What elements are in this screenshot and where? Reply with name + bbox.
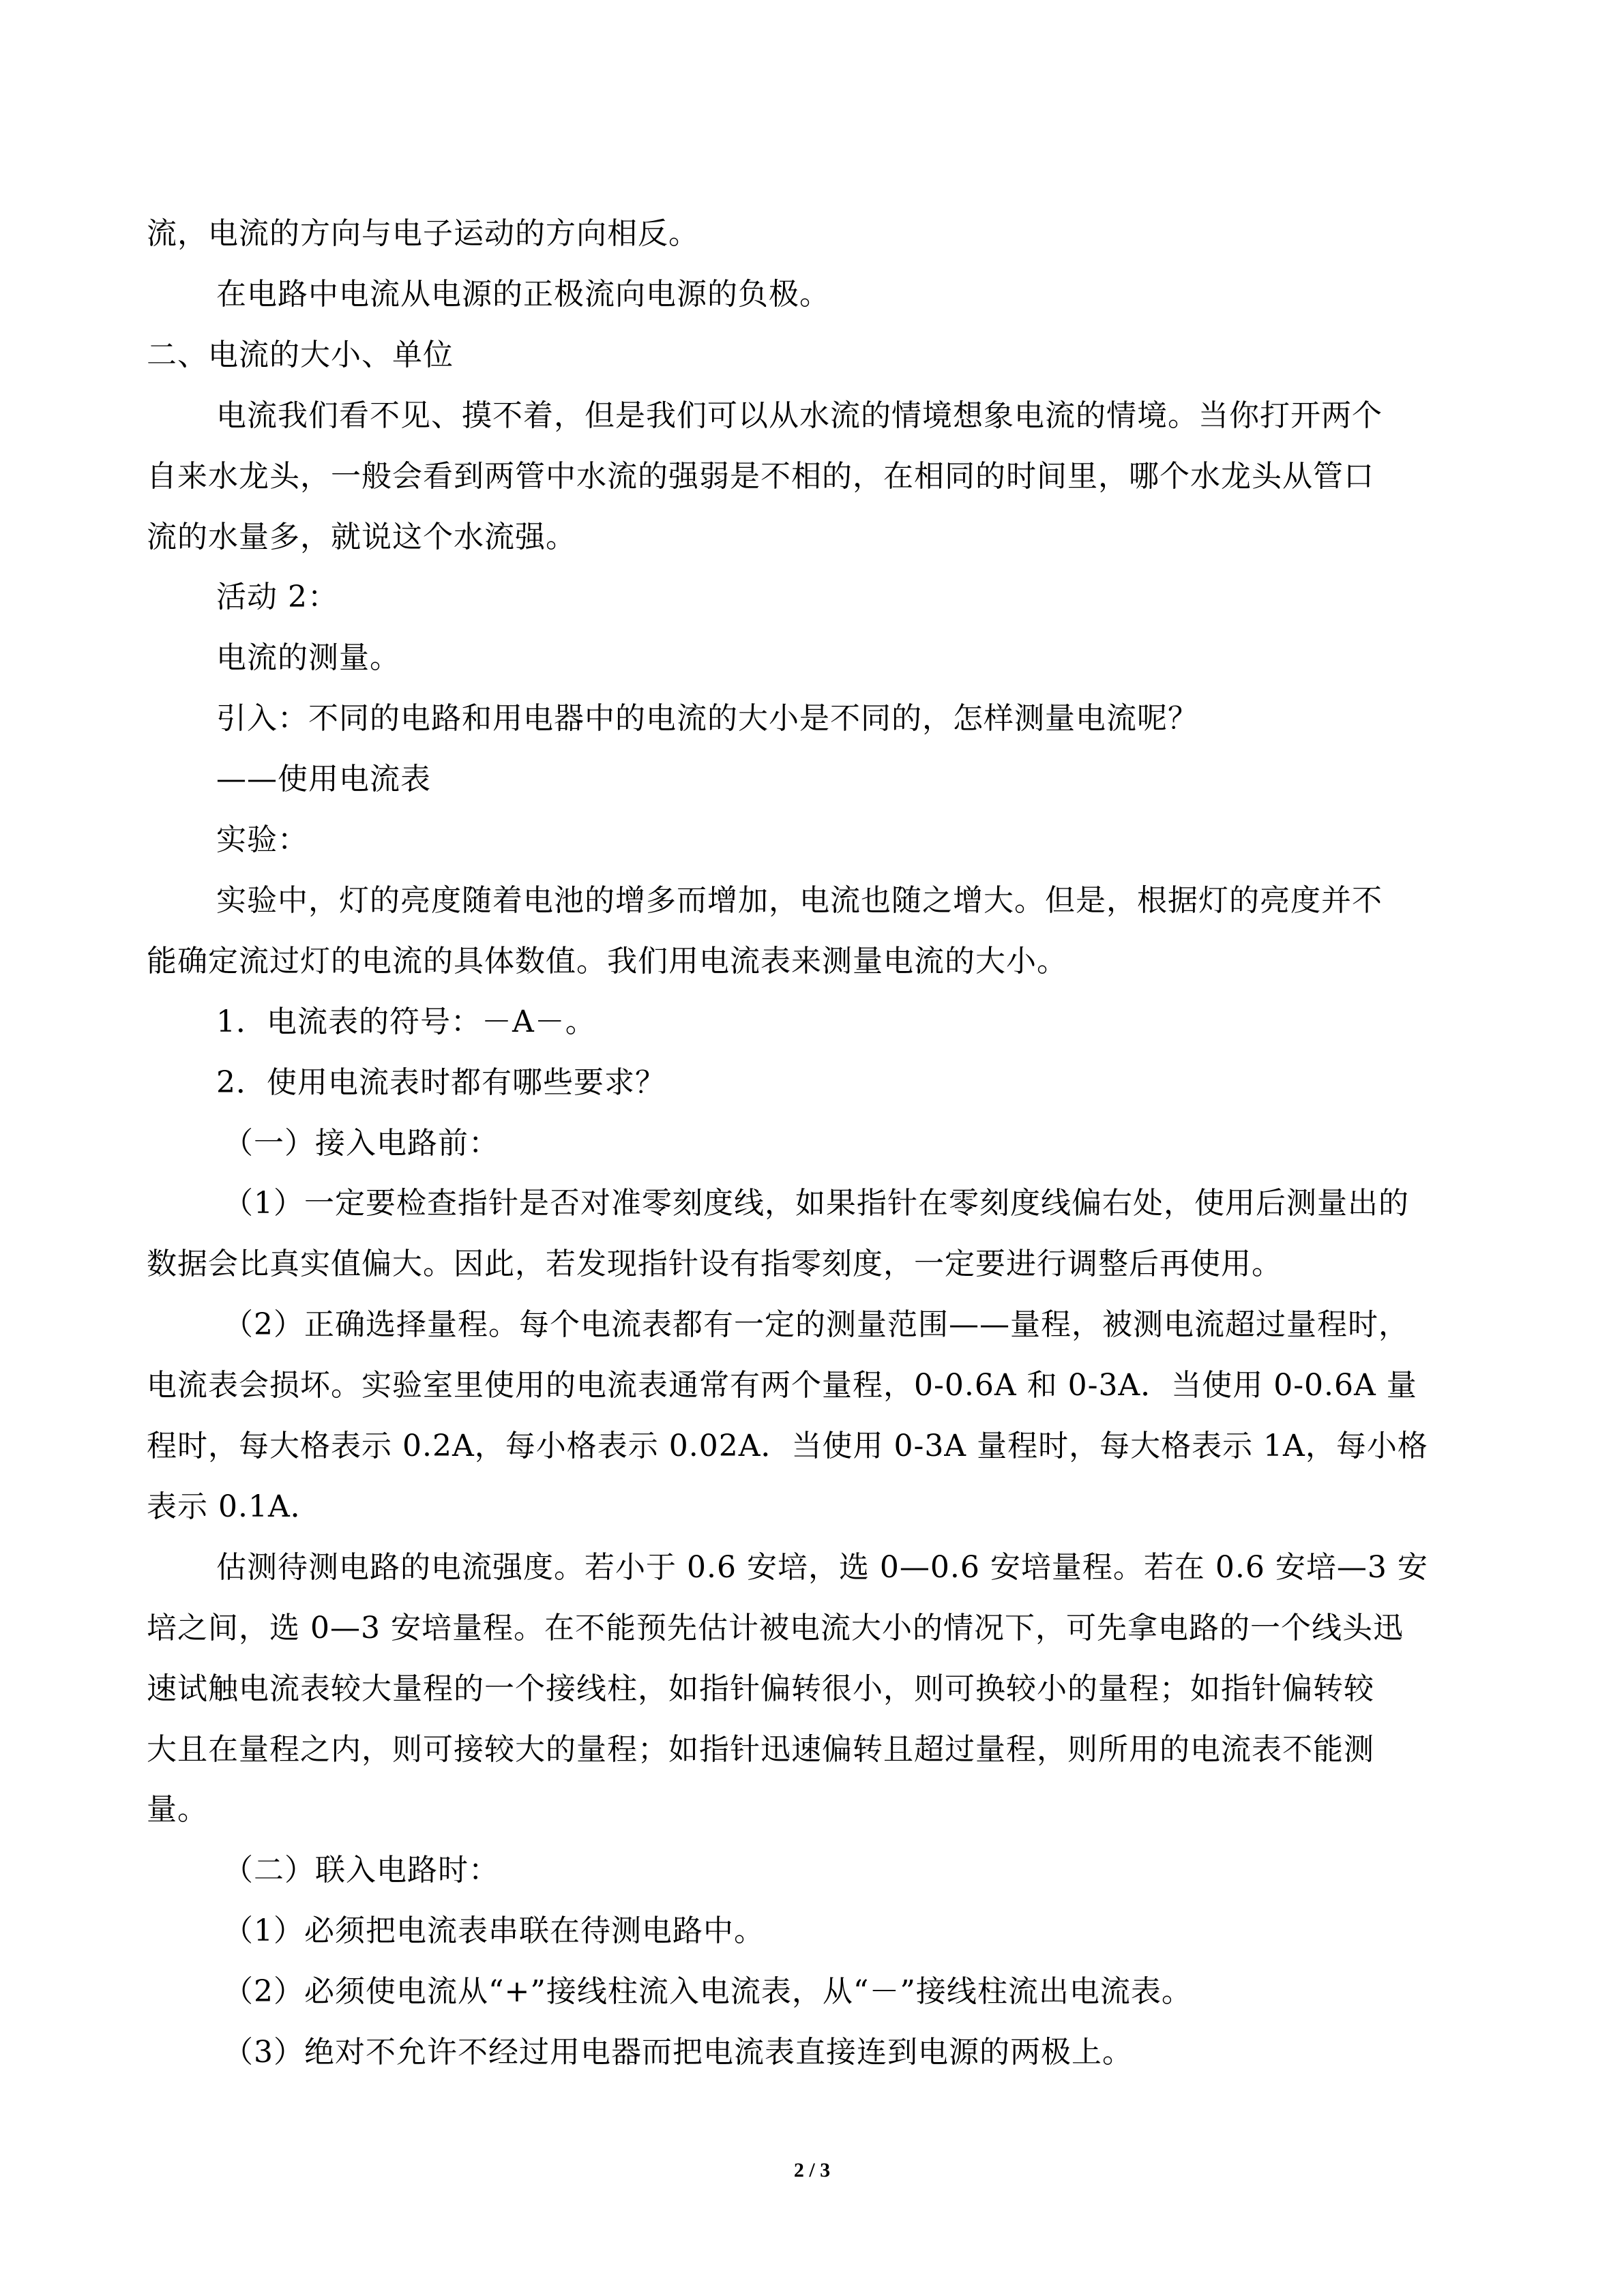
text-line: 实验中，灯的亮度随着电池的增多而增加，电流也随之增大。但是，根据灯的亮度并不 bbox=[216, 883, 1383, 918]
text-line: （2）必须使电流从“+”接线柱流入电流表，从“－”接线柱流出电流表。 bbox=[223, 1974, 1192, 2009]
text-line: 电流表会损坏。实验室里使用的电流表通常有两个量程，0-0.6A 和 0-3A．当使用 0-0.6A 量 bbox=[147, 1368, 1417, 1403]
text-line: 速试触电流表较大量程的一个接线柱，如指针偏转很小，则可换较小的量程；如指针偏转较 bbox=[147, 1671, 1374, 1706]
text-line: 电流我们看不见、摸不着，但是我们可以从水流的情境想象电流的情境。当你打开两个 bbox=[216, 398, 1383, 433]
text-line: 数据会比真实值偏大。因此，若发现指针设有指零刻度，一定要进行调整后再使用。 bbox=[147, 1247, 1282, 1281]
page-number: 2 / 3 bbox=[793, 2159, 831, 2181]
text-line: （二）联入电路时： bbox=[223, 1853, 499, 1888]
text-line: （2）正确选择量程。每个电流表都有一定的测量范围——量程，被测电流超过量程时， bbox=[223, 1307, 1409, 1342]
text-line: 1．电流表的符号：－A－。 bbox=[216, 1004, 596, 1039]
text-line: 在电路中电流从电源的正极流向电源的负极。 bbox=[216, 277, 830, 312]
section-heading: 二、电流的大小、单位 bbox=[147, 338, 454, 372]
text-line: 程时，每大格表示 0.2A，每小格表示 0.02A．当使用 0-3A 量程时，每大格表示 1A，每小格 bbox=[147, 1429, 1428, 1463]
text-line: （一）接入电路前： bbox=[223, 1126, 499, 1161]
text-line: 流的水量多，就说这个水流强。 bbox=[147, 520, 576, 554]
text-line: 电流的测量。 bbox=[216, 640, 400, 675]
text-line: 能确定流过灯的电流的具体数值。我们用电流表来测量电流的大小。 bbox=[147, 944, 1067, 979]
text-line: 流，电流的方向与电子运动的方向相反。 bbox=[147, 216, 699, 251]
text-line: 培之间，选 0—3 安培量程。在不能预先估计被电流大小的情况下，可先拿电路的一个线头迅 bbox=[147, 1611, 1404, 1645]
text-line: （1）一定要检查指针是否对准零刻度线，如果指针在零刻度线偏右处，使用后测量出的 bbox=[223, 1186, 1409, 1221]
text-line: 2．使用电流表时都有哪些要求？ bbox=[216, 1065, 666, 1100]
text-line: ——使用电流表 bbox=[216, 762, 431, 796]
text-line: 自来水龙头，一般会看到两管中水流的强弱是不相的，在相同的时间里，哪个水龙头从管口 bbox=[147, 459, 1374, 494]
activity-label: 活动 2： bbox=[216, 580, 338, 614]
text-line: （3）绝对不允许不经过用电器而把电流表直接连到电源的两极上。 bbox=[223, 2035, 1133, 2070]
text-line: 引入：不同的电路和用电器中的电流的大小是不同的，怎样测量电流呢？ bbox=[216, 701, 1198, 736]
text-line: 估测待测电路的电流强度。若小于 0.6 安培，选 0—0.6 安培量程。若在 0.6 安培—3 安 bbox=[216, 1550, 1428, 1585]
text-line: 大且在量程之内，则可接较大的量程；如指针迅速偏转且超过量程，则所用的电流表不能测 bbox=[147, 1732, 1374, 1767]
text-line: 量。 bbox=[147, 1792, 208, 1827]
text-line: 表示 0.1A． bbox=[147, 1489, 321, 1524]
text-line: （1）必须把电流表串联在待测电路中。 bbox=[223, 1913, 765, 1948]
text-line: 实验： bbox=[216, 822, 308, 857]
